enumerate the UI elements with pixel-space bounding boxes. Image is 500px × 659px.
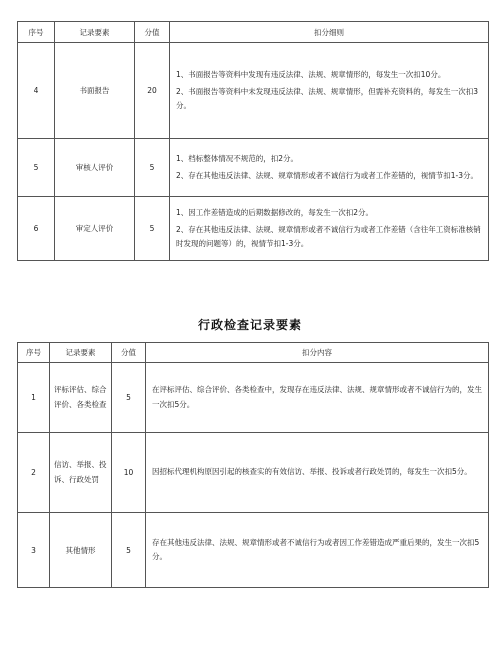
row-rules [170, 43, 489, 139]
table-header-row [18, 22, 489, 43]
row-score: 5 [135, 139, 170, 197]
row-no: 2 [18, 433, 50, 513]
row-element: 评标评估、综合评价、各类检查 [50, 363, 112, 433]
header-element: 记录要素 [55, 22, 135, 43]
row-score: 5 [112, 363, 146, 433]
rule-text: 因招标代理机构原因引起的核查实的有效信访、举报、投诉或者行政处罚的，每发生一次扣5分。 [152, 467, 472, 477]
table-row [18, 139, 489, 197]
row-rules [170, 197, 489, 261]
row-no: 4 [18, 43, 55, 139]
row-rules [146, 513, 489, 588]
rule-text: 2、存在其他违反法律、法规、规章情形或者不诚信行为或者工作差错（含往年工资标准核销时发现的问题等）的，视情节扣1-3分。 [176, 224, 481, 249]
rule-text: 1、书面报告等资料中发现有违反法律、法规、规章情形的，每发生一次扣10分。 [176, 69, 446, 79]
rule-text: 2、书面报告等资料中未发现违反法律、法规、规章情形，但需补充资料的，每发生一次扣3分。 [176, 86, 479, 111]
rule-text: 1、因工作差错造成的后期数据修改的，每发生一次扣2分。 [176, 207, 374, 217]
row-no: 3 [18, 513, 50, 588]
row-rules [170, 139, 489, 197]
header-content: 扣分内容 [146, 343, 489, 363]
row-rules [146, 433, 489, 513]
row-no: 1 [18, 363, 50, 433]
header-score: 分值 [112, 343, 146, 363]
table-row [18, 363, 489, 433]
rule-text: 存在其他违反法律、法规、规章情形或者不诚信行为或者因工作差错造成严重后果的，发生一次扣5分。 [152, 537, 480, 561]
row-rules [146, 363, 489, 433]
table-row [18, 433, 489, 513]
row-score: 10 [112, 433, 146, 513]
row-no: 6 [18, 197, 55, 261]
rule-text: 1、档标整体情况不规范的，扣2分。 [176, 153, 299, 163]
scoring-rules-table [17, 21, 489, 261]
table-row [18, 43, 489, 139]
row-element: 其他情形 [50, 513, 112, 588]
row-no: 5 [18, 139, 55, 197]
row-score: 5 [135, 197, 170, 261]
row-element: 审核人评价 [55, 139, 135, 197]
row-element: 审定人评价 [55, 197, 135, 261]
row-element: 信访、举报、投诉、行政处罚 [50, 433, 112, 513]
header-rules: 扣分细则 [170, 22, 489, 43]
administrative-inspection-table [17, 342, 489, 588]
header-no: 序号 [18, 343, 50, 363]
table-row [18, 513, 489, 588]
rule-text: 2、存在其他违反法律、法规、规章情形或者不诚信行为或者工作差错的，视情节扣1-3分。 [176, 171, 479, 180]
section-title: 行政检查记录要素 [197, 318, 302, 332]
table-header-row [18, 343, 489, 363]
row-element: 书面报告 [55, 43, 135, 139]
header-score: 分值 [135, 22, 170, 43]
table-row [18, 197, 489, 261]
row-score: 20 [135, 43, 170, 139]
header-no: 序号 [18, 22, 55, 43]
row-score: 5 [112, 513, 146, 588]
rule-text: 在评标评估、综合评价、各类检查中，发现存在违反法律、法规、规章情形或者不诚信行为的，发生一次扣5分。 [152, 385, 482, 409]
header-element: 记录要素 [50, 343, 112, 363]
